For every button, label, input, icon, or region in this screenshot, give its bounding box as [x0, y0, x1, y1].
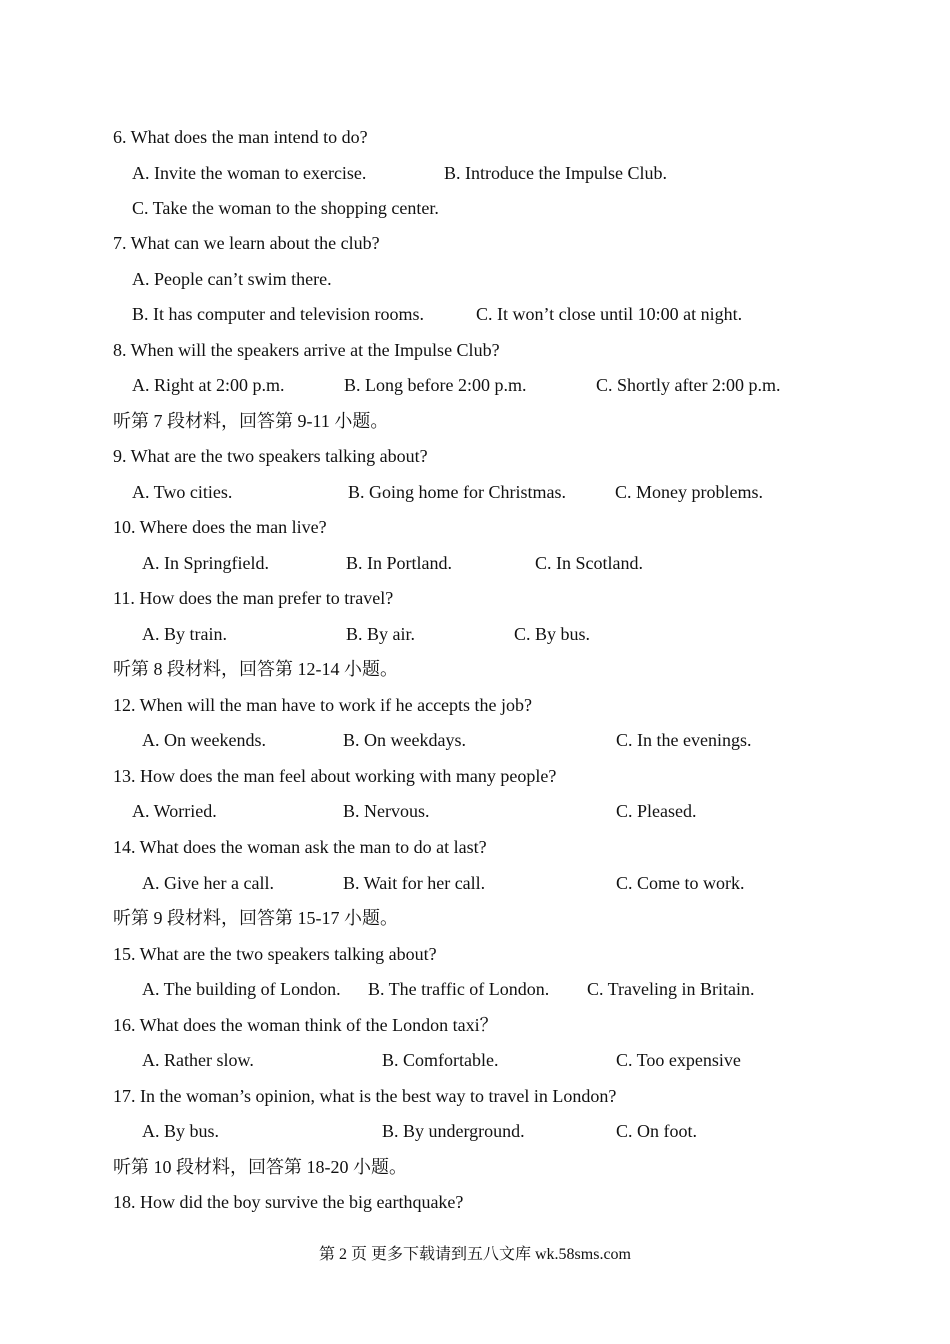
question-7-option-c: C. It won’t close until 10:00 at night.: [476, 304, 743, 324]
question-17-option-b: B. By underground.: [382, 1121, 525, 1141]
question-8-option-c: C. Shortly after 2:00 p.m.: [596, 375, 781, 395]
question-7-stem: 7. What can we learn about the club?: [113, 233, 380, 253]
question-8-stem: 8. When will the speakers arrive at the Impulse Club?: [113, 340, 500, 360]
section-9-instruction: 听第 9 段材料，回答第 15-17 小题。: [113, 908, 398, 928]
question-17-option-a: A. By bus.: [142, 1121, 220, 1141]
question-16-option-a: A. Rather slow.: [142, 1050, 254, 1070]
question-6-option-a: A. Invite the woman to exercise.: [132, 163, 367, 183]
question-10-stem: 10. Where does the man live?: [113, 517, 327, 537]
question-8-option-a: A. Right at 2:00 p.m.: [132, 375, 285, 395]
question-11-option-c: C. By bus.: [514, 624, 591, 644]
question-10-option-b: B. In Portland.: [346, 553, 452, 573]
question-9-option-a: A. Two cities.: [132, 482, 233, 502]
question-16-option-c: C. Too expensive: [616, 1050, 741, 1070]
question-16-stem: 16. What does the woman think of the London taxi？: [113, 1015, 498, 1035]
question-11-option-b: B. By air.: [346, 624, 416, 644]
question-12-option-c: C. In the evenings.: [616, 730, 752, 750]
question-16-option-b: B. Comfortable.: [382, 1050, 499, 1070]
question-13-option-c: C. Pleased.: [616, 801, 697, 821]
question-9-option-b: B. Going home for Christmas.: [348, 482, 566, 502]
question-9-stem: 9. What are the two speakers talking about?: [113, 446, 428, 466]
question-15-option-a: A. The building of London.: [142, 979, 341, 999]
question-14-option-c: C. Come to work.: [616, 873, 745, 893]
question-13-stem: 13. How does the man feel about working with many people?: [113, 766, 557, 786]
question-6-option-c: C. Take the woman to the shopping center.: [132, 198, 439, 218]
question-11-option-a: A. By train.: [142, 624, 227, 644]
question-17-stem: 17. In the woman’s opinion, what is the best way to travel in London?: [113, 1086, 617, 1106]
question-6-stem: 6. What does the man intend to do?: [113, 127, 368, 147]
question-13-option-b: B. Nervous.: [343, 801, 430, 821]
question-12-option-b: B. On weekdays.: [343, 730, 466, 750]
question-7-option-b: B. It has computer and television rooms.: [132, 304, 424, 324]
question-10-option-c: C. In Scotland.: [535, 553, 643, 573]
question-13-option-a: A. Worried.: [132, 801, 217, 821]
question-14-option-a: A. Give her a call.: [142, 873, 274, 893]
question-8-option-b: B. Long before 2:00 p.m.: [344, 375, 527, 395]
question-11-stem: 11. How does the man prefer to travel?: [113, 588, 394, 608]
question-14-stem: 14. What does the woman ask the man to do at last?: [113, 837, 487, 857]
question-15-option-b: B. The traffic of London.: [368, 979, 550, 999]
section-7-instruction: 听第 7 段材料，回答第 9-11 小题。: [113, 411, 389, 431]
question-12-option-a: A. On weekends.: [142, 730, 266, 750]
question-10-option-a: A. In Springfield.: [142, 553, 269, 573]
question-7-option-a: A. People can’t swim there.: [132, 269, 332, 289]
page-footer: 第 2 页 更多下载请到五八文库 wk.58sms.com: [318, 1246, 631, 1263]
question-6-option-b: B. Introduce the Impulse Club.: [444, 163, 667, 183]
question-12-stem: 12. When will the man have to work if he accepts the job?: [113, 695, 533, 715]
section-10-instruction: 听第 10 段材料，回答第 18-20 小题。: [113, 1157, 407, 1177]
question-15-stem: 15. What are the two speakers talking about?: [113, 944, 437, 964]
question-17-option-c: C. On foot.: [616, 1121, 697, 1141]
question-9-option-c: C. Money problems.: [615, 482, 763, 502]
question-18-stem: 18. How did the boy survive the big earthquake?: [113, 1192, 464, 1212]
section-8-instruction: 听第 8 段材料，回答第 12-14 小题。: [113, 659, 398, 679]
question-14-option-b: B. Wait for her call.: [343, 873, 486, 893]
question-15-option-c: C. Traveling in Britain.: [587, 979, 755, 999]
